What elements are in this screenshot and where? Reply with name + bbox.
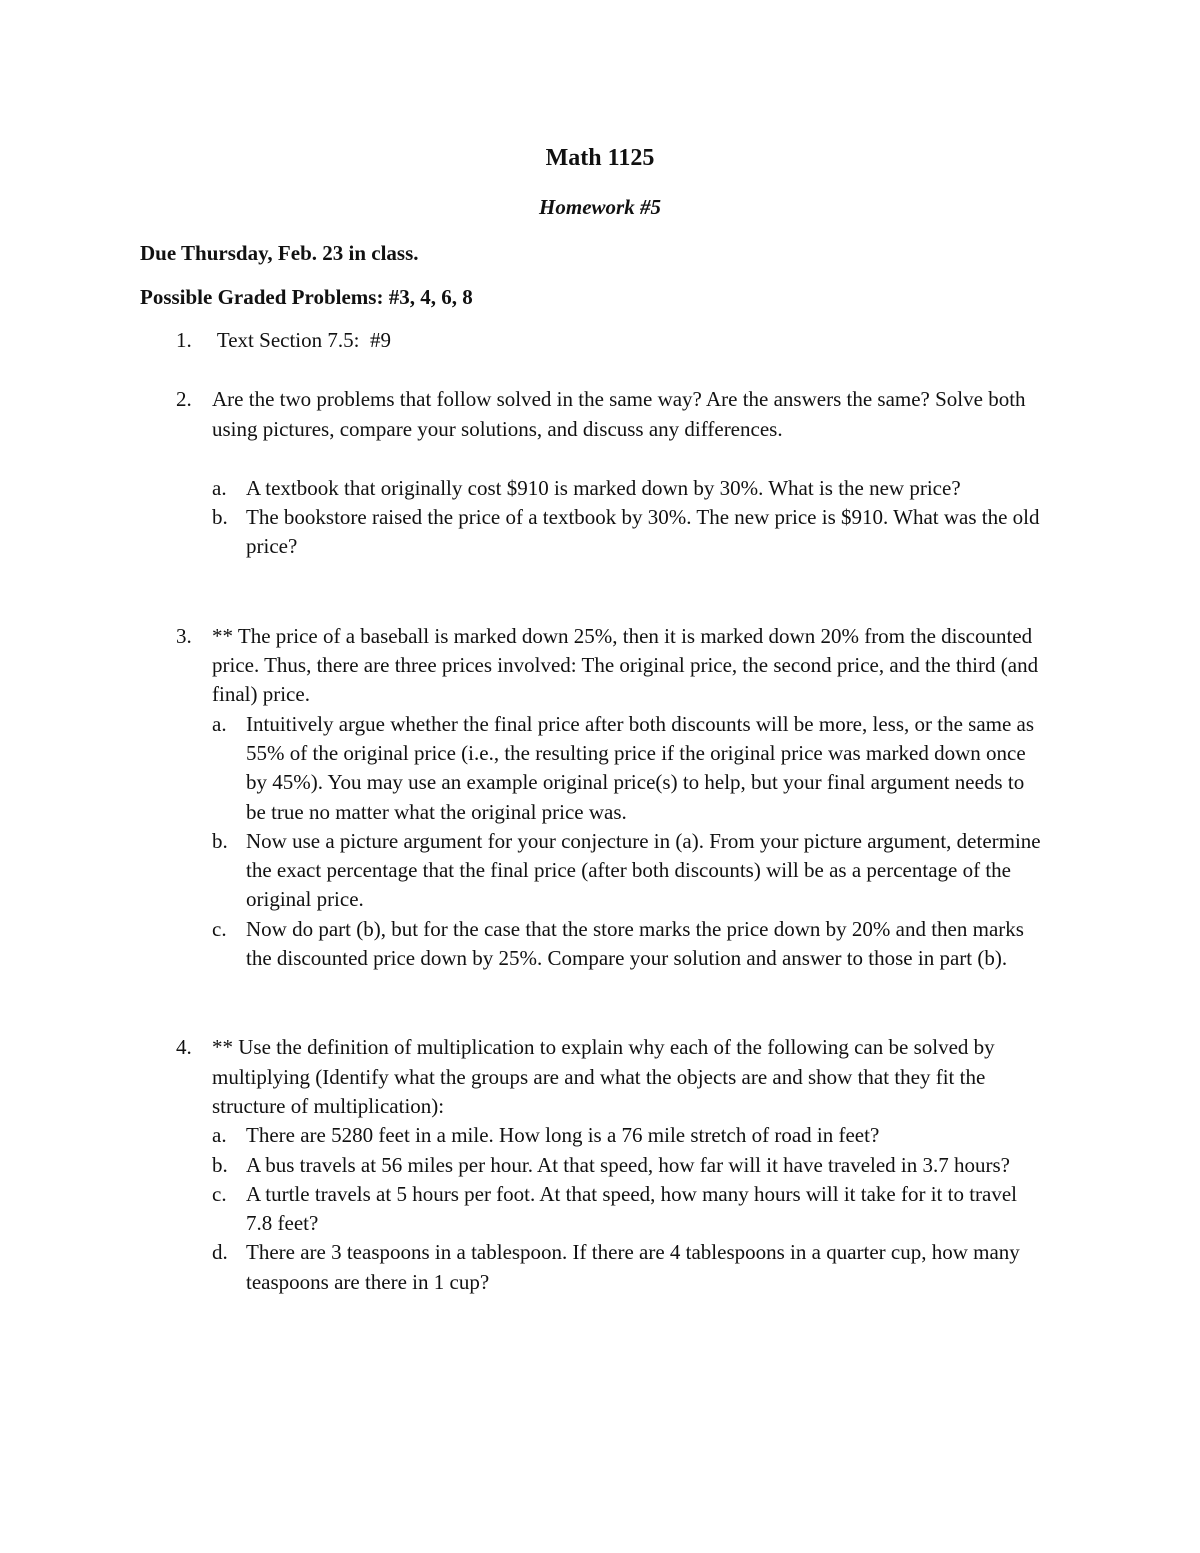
graded-problems-line: Possible Graded Problems: #3, 4, 6, 8 [140, 285, 473, 309]
part-text: There are 3 teaspoons in a tablespoon. If there are 4 tablespoons in a quarter cup, how many teaspoons are there in 1 cup? [246, 1240, 1020, 1294]
part-text: A turtle travels at 5 hours per foot. At that speed, how many hours will it take for it to travel 7.8 feet? [246, 1181, 1018, 1236]
part-letter: b. [212, 828, 228, 853]
part-letter: d. [212, 1240, 228, 1265]
part-text: There are 5280 feet in a mile. How long is a 76 mile stretch of road in feet? [246, 1123, 880, 1148]
part-letter: b. [212, 505, 228, 530]
part-text: Intuitively argue whether the final price after both discounts will be more, less, or the same as 55% of the original price (i.e., the resulting price if the original price was marked down once by 45%). You may use an example original price(s) to help, but your final argument needs to be true no matter what the original price was. [246, 711, 1035, 824]
problem-4-parts [212, 1121, 1048, 1297]
document-title: Math 1125 [545, 145, 655, 171]
problem-list [176, 326, 1076, 1297]
problem-2-part-b [212, 503, 1044, 562]
problem-2-text: Are the two problems that follow solved in the same way? Are the answers the same? Solve both using pictures, compare your solutions, and discuss any differences. [212, 387, 1026, 441]
part-text: Now use a picture argument for your conjecture in (a). From your picture argument, determine the exact percentage that the final price (after both discounts) will be as a percentage of the original price. [246, 828, 1041, 912]
problem-4 [176, 1033, 1048, 1297]
problem-3-part-c [212, 915, 1048, 974]
problem-3-part-a [212, 710, 1048, 827]
part-text: Now do part (b), but for the case that the store marks the price down by 20% and then marks the discounted price down by 25%. Compare your solution and answer to those in part (b). [246, 916, 1024, 971]
part-text: A textbook that originally cost $910 is marked down by 30%. What is the new price? [246, 475, 961, 500]
due-date-line: Due Thursday, Feb. 23 in class. [140, 241, 419, 265]
problem-4-part-c [212, 1180, 1048, 1239]
part-letter: c. [212, 1181, 227, 1206]
document-subtitle: Homework #5 [539, 195, 661, 219]
problem-1-text: Text Section 7.5: #9 [212, 328, 391, 352]
problem-1-number: 1. [176, 328, 192, 352]
problem-3-number: 3. [176, 623, 192, 648]
part-letter: a. [212, 475, 227, 500]
problem-3-parts [212, 710, 1048, 974]
part-letter: b. [212, 1152, 228, 1177]
problem-2 [176, 385, 1044, 561]
problem-2-parts [212, 474, 1044, 562]
problem-3-part-b [212, 827, 1048, 915]
problem-4-text: ** Use the definition of multiplication to explain why each of the following can be solved by multiplying (Identify what the groups are and what the objects are and show that they fit the structure of multiplication): [212, 1035, 995, 1118]
problem-1 [176, 326, 1072, 355]
part-text: A bus travels at 56 miles per hour. At that speed, how far will it have traveled in 3.7 hours? [246, 1152, 1010, 1177]
problem-4-part-a [212, 1121, 1048, 1150]
part-letter: a. [212, 1123, 227, 1148]
part-text: The bookstore raised the price of a textbook by 30%. The new price is $910. What was the old price? [246, 505, 1040, 559]
problem-2-part-a [212, 474, 1044, 503]
problem-4-part-d [212, 1238, 1048, 1297]
problem-4-part-b [212, 1151, 1048, 1180]
part-letter: c. [212, 916, 227, 941]
problem-2-number: 2. [176, 387, 192, 412]
problem-3 [176, 622, 1048, 974]
part-letter: a. [212, 711, 227, 736]
problem-3-text: ** The price of a baseball is marked down 25%, then it is marked down 20% from the discounted price. Thus, there are three prices involved: The original price, the second price, and the third (and final) price. [212, 623, 1039, 707]
problem-4-number: 4. [176, 1035, 192, 1060]
